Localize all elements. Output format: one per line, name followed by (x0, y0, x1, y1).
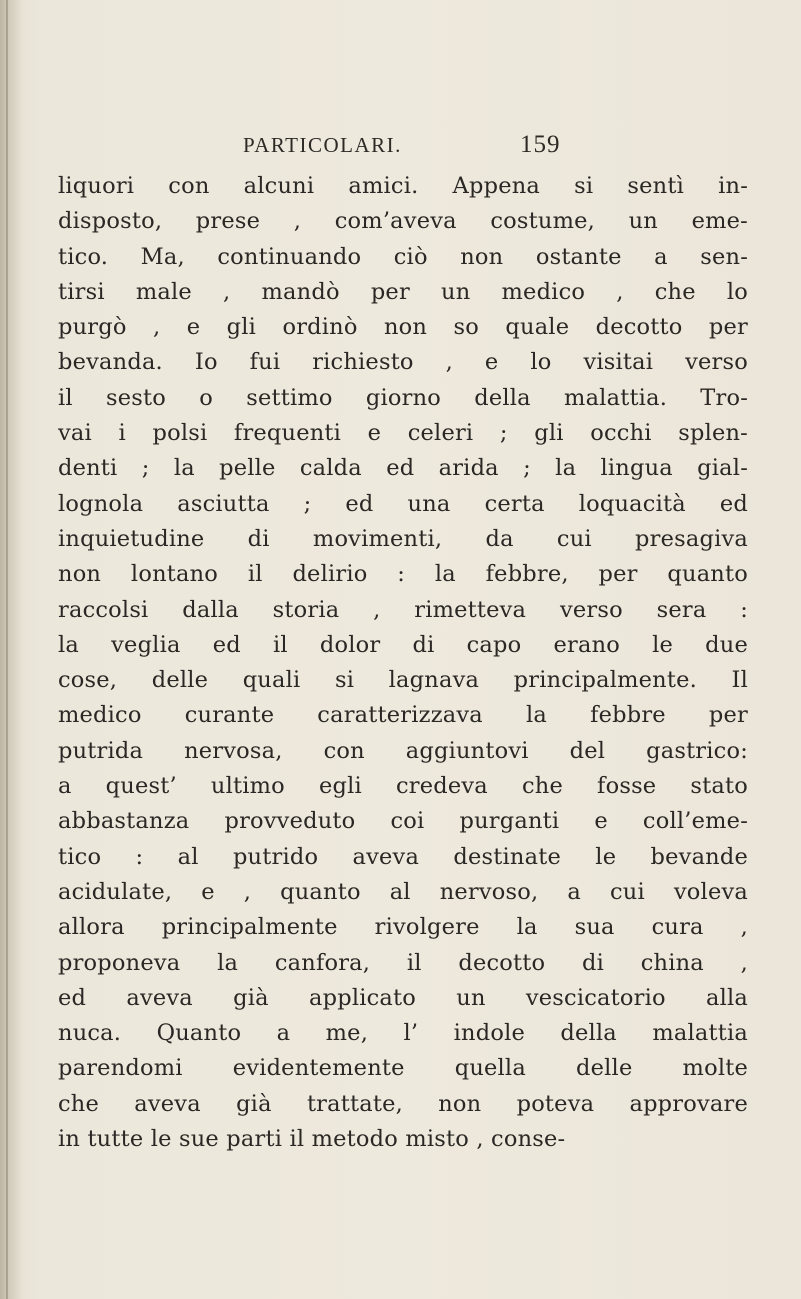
text-line: abbastanza provveduto coi purganti e coll’eme- (58, 808, 748, 835)
binding-edge (6, 0, 8, 1299)
text-line: tirsi male , mandò per un medico , che lo (58, 278, 748, 305)
text-line: vai i polsi frequenti e celeri ; gli occhi splen- (58, 420, 748, 447)
text-line: liquori con alcuni amici. Appena si sentì in- (58, 173, 748, 199)
text-line: inquietudine di movimenti, da cui presagiva (58, 525, 748, 552)
text-line: non lontano il delirio : la febbre, per quanto (58, 561, 748, 588)
text-line: tico. Ma, continuando ciò non ostante a sen- (58, 243, 748, 270)
text-line: allora principalmente rivolgere la sua cura , (58, 914, 748, 941)
body-text (58, 169, 748, 1157)
text-line: proponeva la canfora, il decotto di china , (58, 949, 748, 976)
text-line: a quest’ ultimo egli credeva che fosse stato (58, 773, 748, 800)
text-line: nuca. Quanto a me, l’ indole della malattia (58, 1020, 748, 1047)
text-line: putrida nervosa, con aggiuntovi del gastrico: (58, 737, 748, 764)
text-line: parendomi evidentemente quella delle molte (58, 1055, 748, 1082)
page-gutter (0, 0, 22, 1299)
text-line: il sesto o settimo giorno della malattia. Tro- (58, 384, 748, 411)
text-line: la veglia ed il dolor di capo erano le due (58, 631, 748, 658)
text-line: che aveva già trattate, non poteva approvare (58, 1090, 748, 1117)
text-line: ed aveva già applicato un vescicatorio alla (58, 984, 748, 1011)
text-line: cose, delle quali si lagnava principalmente. Il (58, 667, 748, 694)
text-line: bevanda. Io fui richiesto , e lo visitai verso (58, 349, 748, 376)
page-number: 159 (520, 131, 561, 158)
text-line: purgò , e gli ordinò non so quale decotto per (58, 314, 748, 341)
text-line: denti ; la pelle calda ed arida ; la lingua gial- (58, 455, 748, 482)
text-line: disposto, prese , com’aveva costume, un eme- (58, 208, 748, 235)
page-header (0, 133, 801, 167)
text-line: raccolsi dalla storia , rimetteva verso sera : (58, 596, 748, 623)
text-line: tico : al putrido aveva destinate le bevande (58, 843, 748, 870)
text-line: lognola asciutta ; ed una certa loquacità ed (58, 490, 748, 517)
running-head: PARTICOLARI. (243, 133, 402, 157)
text-line: in tutte le sue parti il metodo misto , conse- (58, 1126, 566, 1153)
text-line: medico curante caratterizzava la febbre per (58, 702, 748, 729)
text-line: acidulate, e , quanto al nervoso, a cui voleva (58, 878, 748, 905)
